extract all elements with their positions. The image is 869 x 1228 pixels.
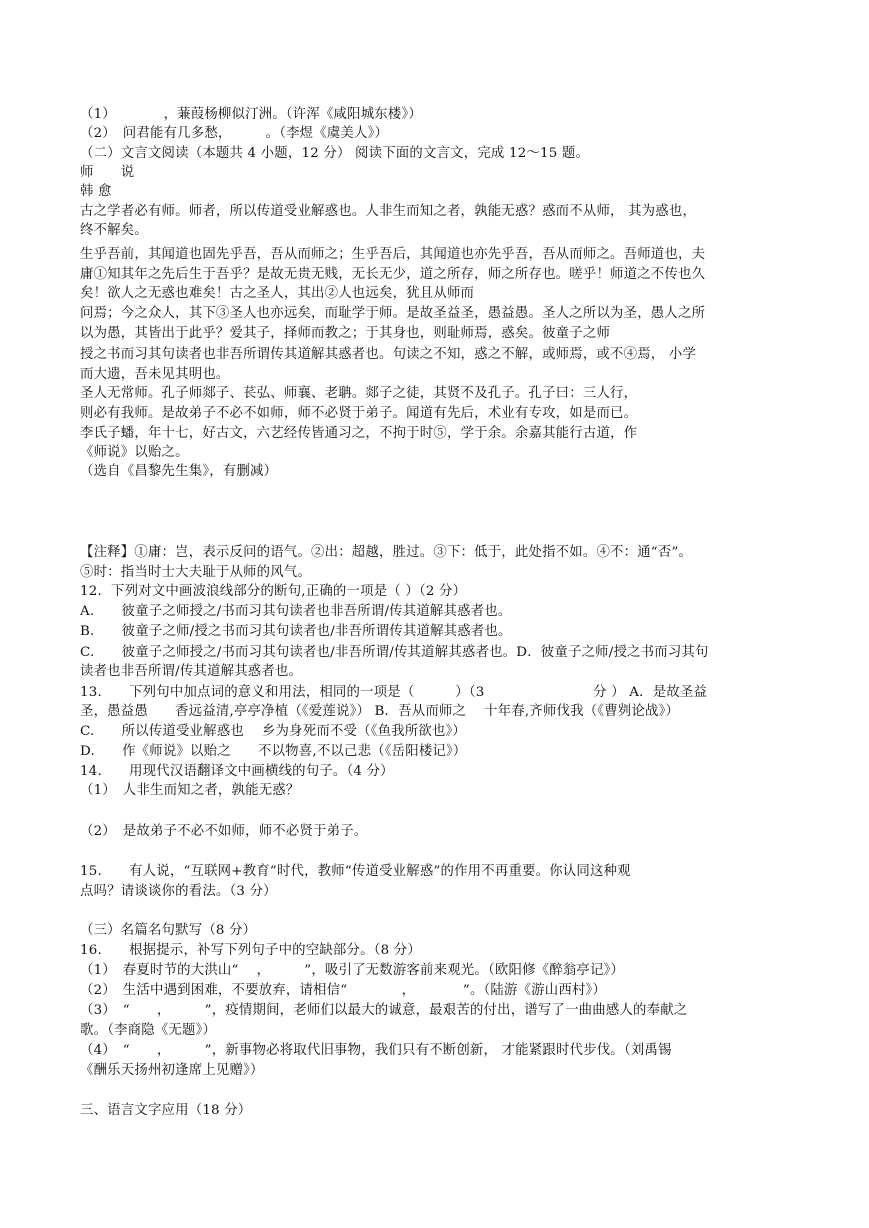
passage-line: 古之学者必有师。师者，所以传道受业解惑也。人非生而知之者，孰能无惑？惑而不从师， 其为惑也， [80, 204, 697, 219]
q12-option-c-d: C. 彼童子之师授之/书而习其句读者也/非吾所谓/传其道解其惑者也。D．彼童子之师/授之书而习其句 [80, 645, 709, 660]
passage-author: 韩 愈 [80, 184, 112, 199]
question-15: 15. 有人说，“互联网+教育”时代，教师“传道受业解惑”的作用不再重要。你认同这种观 [80, 864, 631, 879]
fill-blank-line-1: （1） ，蒹葭杨柳似汀洲。（许浑《咸阳城东楼》） [80, 107, 422, 122]
annotation-line: ⑤时：指当时士大夫耻于从师的风气。 [80, 565, 312, 580]
q16-sub-3: （3） “ ， ”，疫情期间，老师们以最大的诚意，最艰苦的付出，谱写了一曲曲感人的奉献之 [80, 1003, 688, 1018]
q16-sub-4-cont: 《酬乐天扬州初逢席上见赠》） [80, 1063, 264, 1078]
passage-source: （选自《昌黎先生集》，有删减） [80, 464, 278, 479]
annotation-line: 【注释】①庸：岂，表示反问的语气。②出：超越，胜过。③下：低于，此处指不如。④不：通“否”。 [80, 545, 693, 560]
q12-option-d-cont: 读者也非吾所谓/传其道解其惑者也。 [80, 664, 303, 679]
passage-line: 圣人无常师。孔子师郯子、苌弘、师襄、老聃。郯子之徒，其贤不及孔子。孔子曰：三人行， [80, 386, 638, 401]
section-heading-language-use: 三、语言文字应用（18 分） [80, 1103, 252, 1118]
q14-sub-1: （1） 人非生而知之者，孰能无惑？ [80, 783, 300, 798]
question-16: 16. 根据提示，补写下列句子中的空缺部分。（8 分） [80, 943, 421, 958]
passage-line: 而大遗，吾未见其明也。 [80, 367, 230, 382]
q16-sub-2: （2） 生活中遇到困难，不要放弃，请相信“ ， ”。（陆游《游山西村》） [80, 983, 607, 998]
section-heading-classical-reading: （二）文言文阅读（本题共 4 小题，12 分） 阅读下面的文言文，完成 12～15 题。 [80, 146, 590, 161]
passage-line: 问焉；今之众人，其下③圣人也亦远矣，而耻学于师。是故圣益圣，愚益愚。圣人之所以为圣，愚人之所 [80, 306, 706, 321]
q14-sub-2: （2） 是故弟子不必不如师，师不必贤于弟子。 [80, 824, 368, 839]
q12-option-b: B. 彼童子之师/授之书而习其句读者也/非吾所谓传其道解其惑者也。 [80, 624, 512, 639]
question-14: 14. 用现代汉语翻译文中画横线的句子。（4 分） [80, 764, 394, 779]
passage-line: 终不解矣。 [80, 223, 148, 238]
q12-option-a: A. 彼童子之师授之/书而习其句读者也非吾所谓/传其道解其惑者也。 [80, 604, 512, 619]
q13-option-c: C. 所以传道受业解惑也 乡为身死而不受（《鱼我所欲也》） [80, 724, 467, 739]
section-heading-recitation: （三）名篇名句默写（8 分） [80, 923, 257, 938]
passage-line: 生乎吾前，其闻道也固先乎吾，吾从而师之；生乎吾后，其闻道也亦先乎吾，吾从而师之。吾师道也，夫 [80, 247, 706, 262]
passage-line: 矣！欲人之无惑也难矣！古之圣人，其出②人也远矣，犹且从师而 [80, 286, 475, 301]
passage-title: 师 说 [80, 165, 135, 180]
passage-line: 李氏子蟠，年十七，好古文，六艺经传皆通习之，不拘于时⑤，学于余。余嘉其能行古道，作 [80, 426, 638, 441]
passage-line: 庸①知其年之先后生于吾乎？是故无贵无贱，无长无少，道之所存，师之所存也。嗟乎！师道之不传也久 [80, 267, 706, 282]
q16-sub-4: （4） “ ， ”，新事物必将取代旧事物，我们只有不断创新， 才能紧跟时代步伐。（刘禹锡 [80, 1043, 672, 1058]
passage-line: 《师说》以贻之。 [80, 445, 189, 460]
q13-options-a-b: 圣，愚益愚 香远益清,亭亭净植（《爱莲说》） B．吾从而师之 十年春,齐师伐我（《曹刿论战》） [80, 704, 680, 719]
passage-line: 授之书而习其句读者也非吾所谓传其道解其惑者也。句读之不知，惑之不解，或师焉，或不④焉， 小学 [80, 347, 697, 362]
question-13: 13. 下列句中加点词的意义和用法，相同的一项是（ ）（3 分 ） A．是故圣益 [80, 685, 708, 700]
fill-blank-line-2: （2） 问君能有几多愁， 。（李煜《虞美人》） [80, 126, 389, 141]
q16-sub-1: （1） 春夏时节的大洪山“ ， ”，吸引了无数游客前来观光。（欧阳修《醉翁亭记》） [80, 963, 625, 978]
q13-option-d: D. 作《师说》以贻之 不以物喜,不以己悲（《岳阳楼记》） [80, 744, 467, 759]
question-15-cont: 点吗？请谈谈你的看法。（3 分） [80, 884, 277, 899]
passage-line: 则必有我师。是故弟子不必不如师，师不必贤于弟子。闻道有先后，术业有专攻，如是而已。 [80, 406, 638, 421]
q16-sub-3-cont: 歌。（李商隐《无题》） [80, 1023, 217, 1038]
passage-line: 以为愚，其皆出于此乎？爱其子，择师而教之；于其身也，则耻师焉，惑矣。彼童子之师 [80, 326, 611, 341]
question-12: 12．下列对文中画波浪线部分的断句,正确的一项是（ ）（2 分） [80, 584, 467, 599]
